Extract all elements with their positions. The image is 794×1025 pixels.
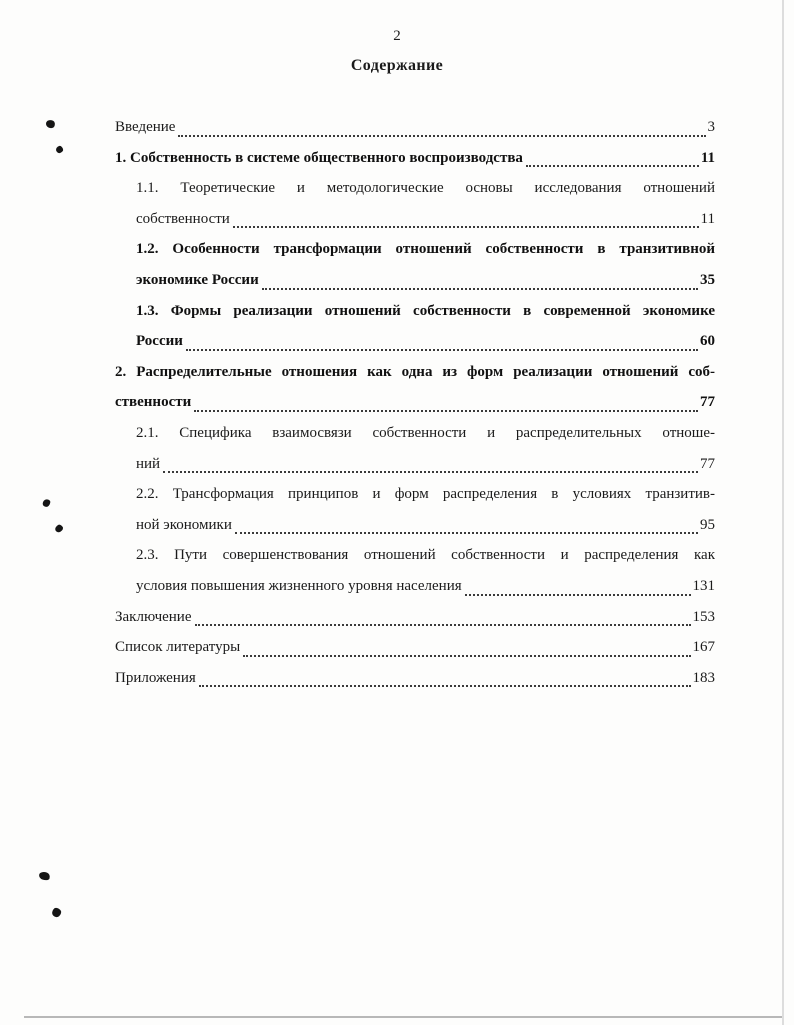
toc-page-number: 60: [700, 333, 715, 350]
toc-entry-text: ственности: [115, 394, 192, 411]
dot-leader: [262, 287, 698, 290]
toc-entry-line: [115, 296, 715, 327]
scan-edge-bottom: [24, 1016, 782, 1018]
ink-speck: [50, 906, 63, 919]
dot-leader: [163, 470, 698, 473]
toc-entry-line: [115, 387, 715, 418]
document-title: Содержание: [350, 57, 444, 74]
toc-entry-line: [115, 510, 715, 541]
toc-page-number: 11: [700, 149, 715, 166]
scan-edge-right: [782, 0, 784, 1025]
toc: [115, 112, 715, 693]
toc-entry-line: [115, 204, 715, 235]
toc-page-number: 11: [700, 210, 715, 227]
toc-entry-text: ний: [136, 455, 161, 472]
toc-entry-line: [115, 265, 715, 296]
toc-entry-text: 2.2. Трансформация принципов и форм распределения в условиях транзитив-: [136, 486, 715, 503]
dot-leader: [465, 593, 691, 596]
dot-leader: [195, 623, 691, 626]
toc-entry-line: [115, 602, 715, 633]
toc-entry-line: [115, 173, 715, 204]
toc-entry-line: [115, 479, 715, 510]
toc-page-number: 153: [692, 608, 715, 625]
dot-leader: [199, 684, 691, 687]
ink-speck: [45, 119, 56, 130]
toc-entry-text: 2.3. Пути совершенствования отношений собственности и распределения как: [136, 547, 715, 564]
dot-leader: [178, 134, 705, 137]
toc-page-number: 35: [700, 271, 715, 288]
toc-entry-text: 2.1. Специфика взаимосвязи собственности и распределительных отноше-: [136, 424, 715, 441]
toc-entry-line: [115, 112, 715, 143]
page-number: 2: [393, 28, 401, 44]
dot-leader: [186, 348, 698, 351]
toc-entry-text: условия повышения жизненного уровня населения: [136, 577, 462, 594]
toc-page-number: 131: [692, 577, 715, 594]
dot-leader: [194, 409, 698, 412]
toc-page-number: 167: [692, 639, 715, 656]
toc-entry-text: Заключение: [115, 608, 192, 625]
toc-entry-line: [115, 234, 715, 265]
toc-entry-line: [115, 418, 715, 449]
ink-speck: [41, 498, 52, 509]
toc-entry-text: 2. Распределительные отношения как одна из форм реализации отношений соб-: [115, 363, 715, 380]
toc-entry-line: [115, 357, 715, 388]
toc-entry-line: [115, 663, 715, 694]
dot-leader: [233, 225, 699, 228]
dot-leader: [235, 531, 698, 534]
toc-entry-text: 1.1. Теоретические и методологические основы исследования отношений: [136, 180, 715, 197]
toc-entry-line: [115, 632, 715, 663]
toc-entry-text: 1. Собственность в системе общественного воспроизводства: [115, 149, 523, 166]
toc-page-number: 183: [692, 669, 715, 686]
toc-entry-text: собственности: [136, 210, 230, 227]
toc-entry-text: Введение: [115, 119, 176, 135]
toc-entry-text: экономике России: [136, 271, 259, 288]
toc-page-number: 3: [707, 119, 715, 135]
toc-page-number: 95: [700, 516, 715, 533]
toc-entry-text: Список литературы: [115, 639, 241, 656]
dot-leader: [526, 164, 699, 167]
toc-entry-text: Приложения: [115, 669, 196, 686]
ink-speck: [38, 870, 51, 881]
ink-speck: [54, 523, 64, 533]
toc-page-number: 77: [700, 394, 715, 411]
toc-entry-line: [115, 540, 715, 571]
toc-entry-line: [115, 571, 715, 602]
ink-speck: [55, 145, 64, 154]
toc-entry-line: [115, 449, 715, 480]
toc-page-number: 77: [700, 455, 715, 472]
toc-entry-text: ной экономики: [136, 516, 232, 533]
toc-entry-line: [115, 326, 715, 357]
toc-entry-text: 1.2. Особенности трансформации отношений собственности в транзитивной: [136, 241, 715, 258]
toc-entry-text: России: [136, 333, 183, 350]
toc-entry-line: [115, 143, 715, 174]
dot-leader: [243, 654, 690, 657]
toc-entry-text: 1.3. Формы реализации отношений собственности в современной экономике: [136, 302, 715, 319]
